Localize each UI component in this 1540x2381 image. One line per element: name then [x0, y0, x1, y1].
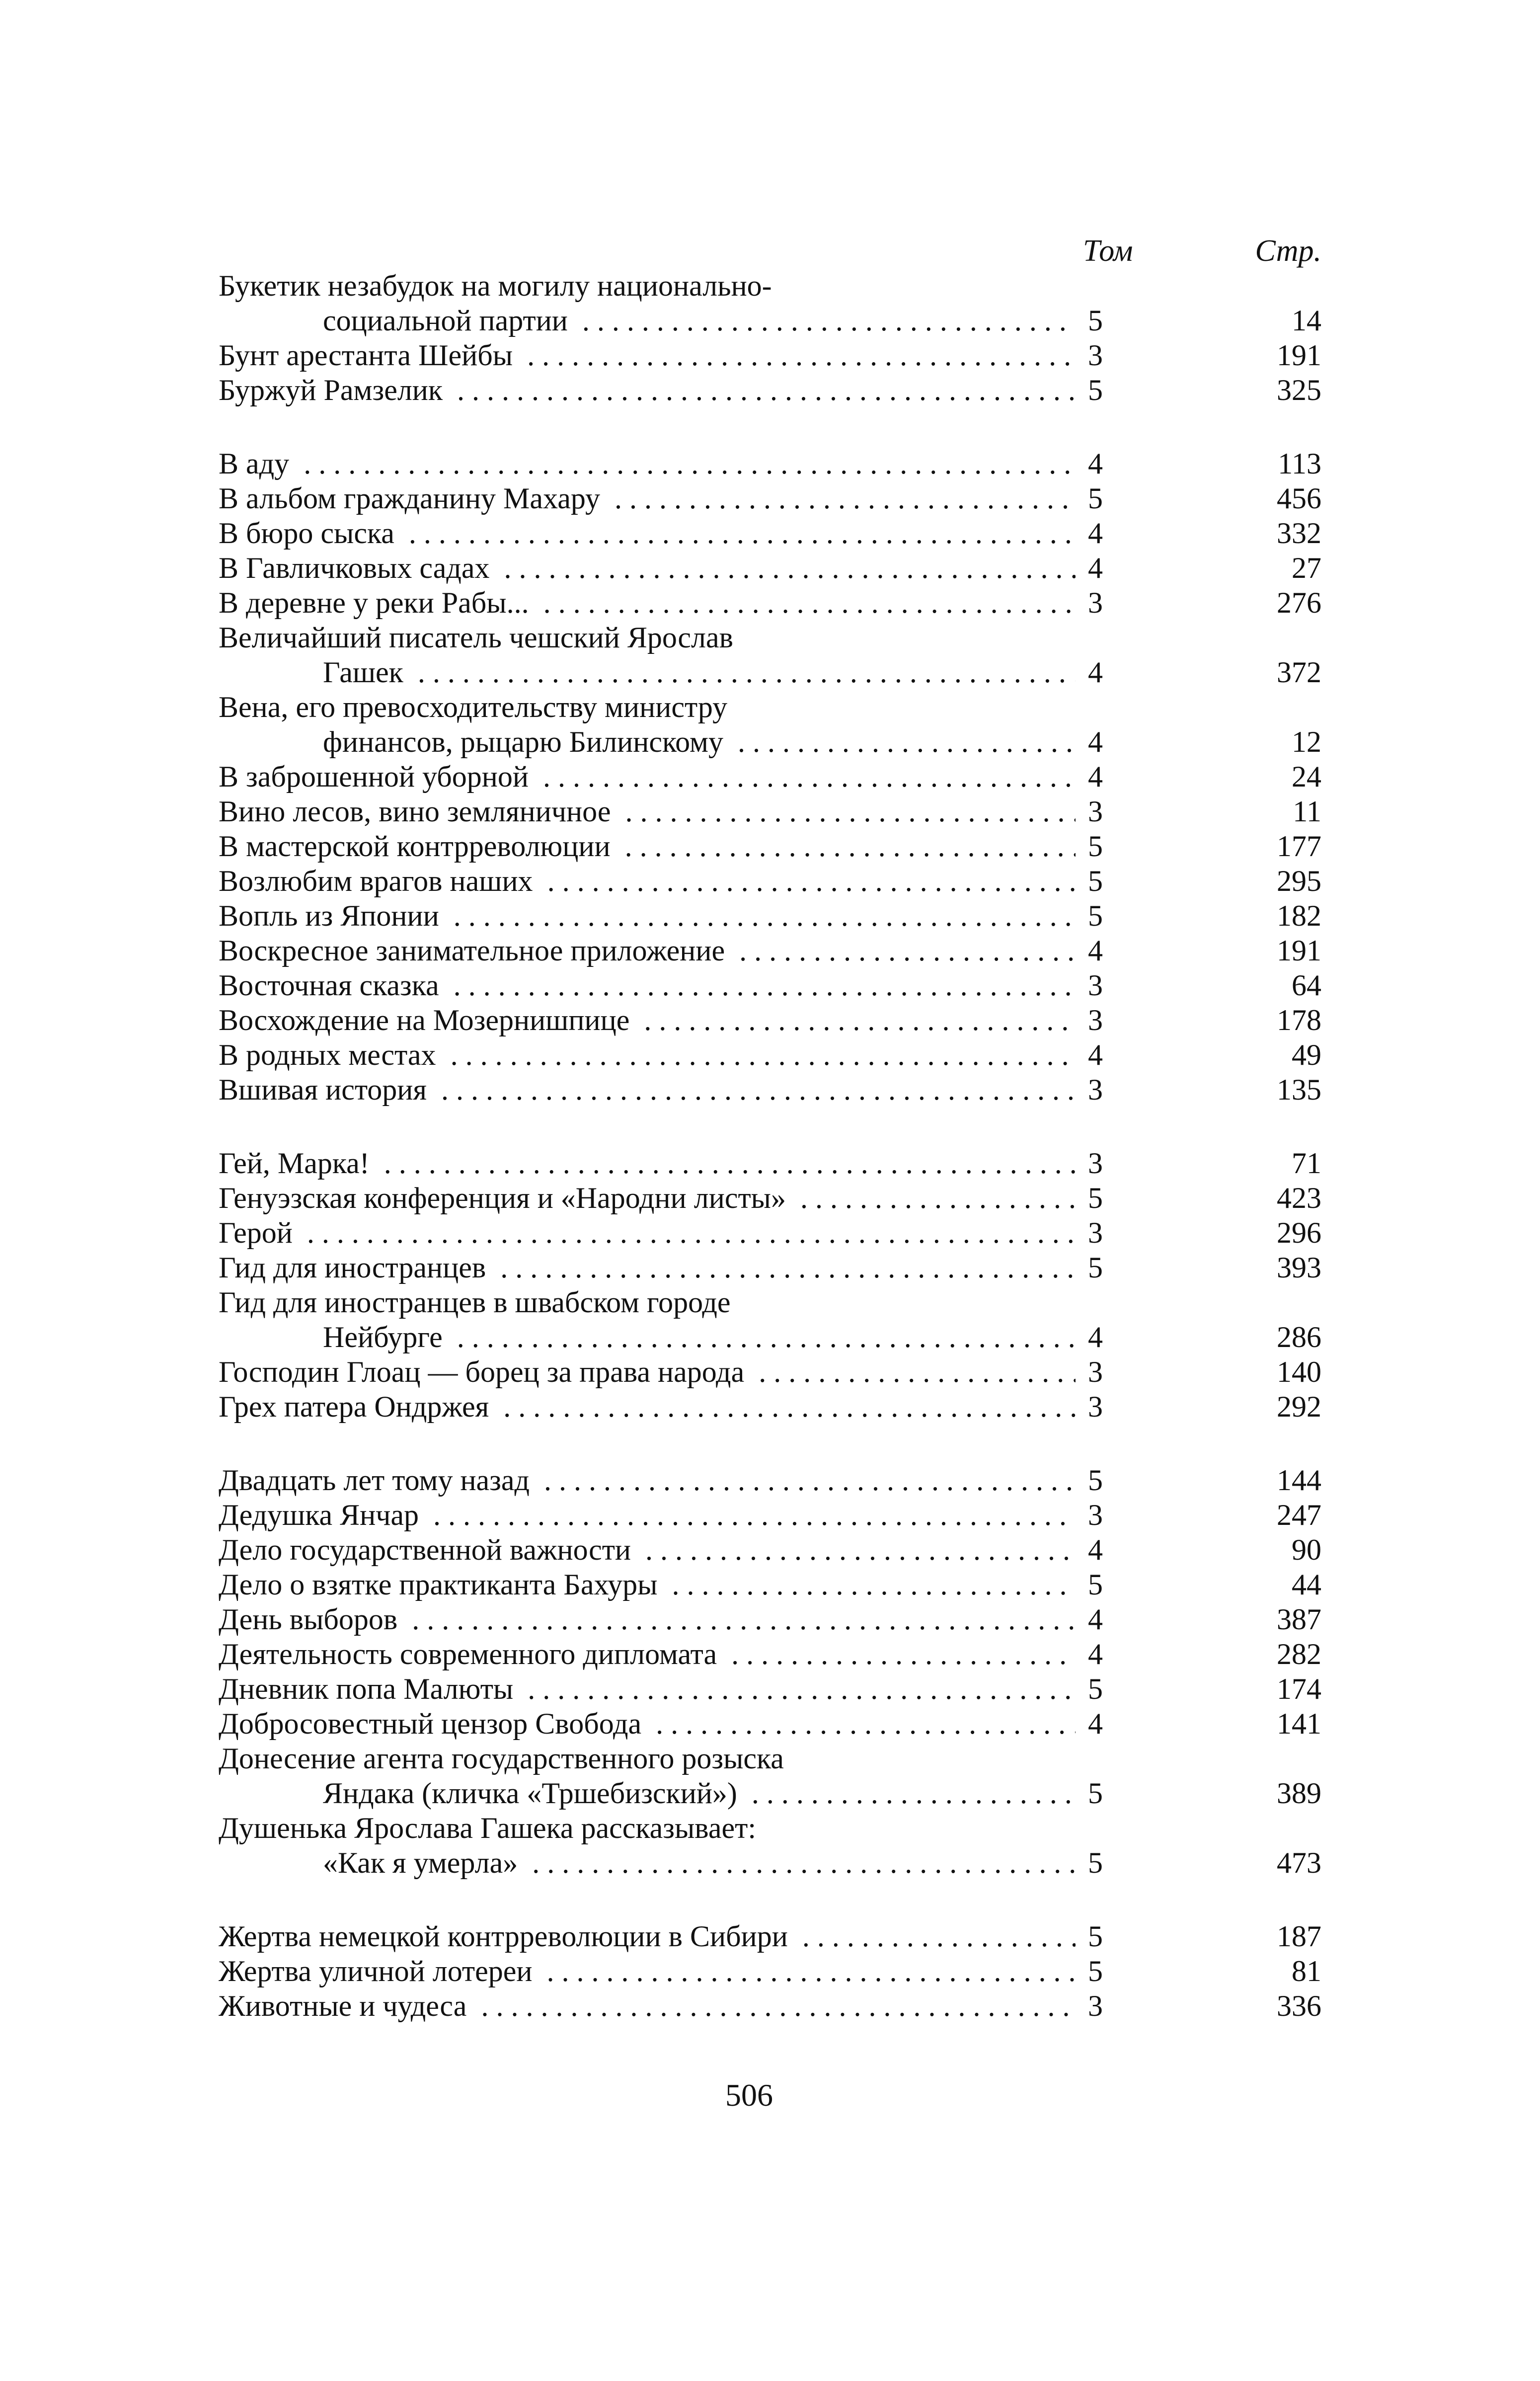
entry-title [219, 551, 1076, 585]
entry-title-text: Гид для иностранцев [219, 1251, 493, 1284]
index-group [219, 268, 1321, 407]
entry-title-text: Гид для иностранцев в швабском городе [219, 1286, 738, 1319]
entry-volume: 3 [1088, 1216, 1103, 1249]
entry-page: 44 [1292, 1568, 1321, 1601]
entry-title-text: Душенька Ярослава Гашека рассказывает: [219, 1812, 763, 1844]
entry-title-text: Вопль из Японии [219, 899, 446, 932]
index-entry [219, 1532, 1321, 1567]
entry-title [323, 655, 1076, 690]
index-entry [219, 898, 1321, 933]
entry-title-text: Герой [219, 1216, 300, 1249]
entry-title-text: Дневник попа Малюты [219, 1672, 520, 1705]
entry-volume: 5 [1088, 1251, 1103, 1284]
index-entry [219, 268, 1321, 303]
entry-volume: 3 [1088, 1355, 1103, 1388]
entry-title-text: Восточная сказка [219, 969, 446, 1002]
entry-page: 387 [1277, 1603, 1321, 1636]
entry-page: 174 [1277, 1672, 1321, 1705]
entry-title [219, 690, 1076, 724]
entry-title-text: финансов, рыцарю Билинскому [323, 725, 730, 758]
entry-page: 71 [1292, 1147, 1321, 1180]
entry-page: 11 [1293, 795, 1321, 828]
entry-volume: 5 [1088, 1672, 1103, 1705]
entry-page: 191 [1277, 934, 1321, 967]
page-number: 506 [725, 2077, 773, 2113]
index-entry [219, 620, 1321, 655]
entry-title-text: Букетик незабудок на могилу национально- [219, 269, 779, 302]
entry-volume: 3 [1088, 1989, 1103, 2022]
entry-page: 473 [1277, 1846, 1321, 1879]
index-group [219, 1919, 1321, 2023]
index-entry [219, 933, 1321, 968]
entry-volume: 5 [1088, 1568, 1103, 1601]
entry-volume: 3 [1088, 1499, 1103, 1531]
index-entry [219, 968, 1321, 1003]
entry-title-text: В аду [219, 447, 296, 480]
entry-page: 325 [1277, 374, 1321, 406]
entry-page: 191 [1277, 339, 1321, 372]
entry-page: 292 [1277, 1390, 1321, 1423]
entry-page: 282 [1277, 1638, 1321, 1670]
index-entry-continuation [219, 303, 1321, 338]
entry-page: 286 [1277, 1321, 1321, 1353]
entry-title-text: Возлюбим врагов наших [219, 865, 540, 897]
entry-title [219, 446, 1076, 481]
entry-title-text: В мастерской контрреволюции [219, 830, 617, 863]
entry-title [219, 585, 1076, 620]
entry-title [219, 338, 1076, 373]
entry-page: 276 [1277, 586, 1321, 619]
entry-title [219, 373, 1076, 407]
entry-volume: 4 [1088, 725, 1103, 758]
entry-volume: 4 [1088, 1707, 1103, 1740]
index-entry-continuation [219, 724, 1321, 759]
entry-volume: 4 [1088, 1603, 1103, 1636]
entry-title [219, 481, 1076, 516]
entry-volume: 4 [1088, 656, 1103, 689]
entry-title-text: Яндака (кличка «Тршебизский») [323, 1777, 744, 1810]
entry-volume: 5 [1088, 1920, 1103, 1953]
entry-title [323, 303, 1076, 338]
entry-title-text: Дело о взятке практиканта Бахуры [219, 1568, 664, 1601]
entry-title [219, 1037, 1076, 1072]
entry-title [219, 864, 1076, 898]
entry-volume: 5 [1088, 1182, 1103, 1214]
index-group [219, 446, 1321, 1107]
entry-title-text: Жертва немецкой контрреволюции в Сибири [219, 1920, 795, 1953]
index-entry [219, 1181, 1321, 1215]
entry-title [219, 1637, 1076, 1671]
entry-page: 182 [1277, 899, 1321, 932]
entry-volume: 3 [1088, 339, 1103, 372]
entry-volume: 4 [1088, 760, 1103, 793]
group-separator [219, 1424, 1321, 1463]
entry-title-text: Буржуй Рамзелик [219, 374, 450, 406]
entry-volume: 4 [1088, 1638, 1103, 1670]
entry-volume: 4 [1088, 1533, 1103, 1566]
entry-title [219, 1072, 1076, 1107]
entry-title [219, 1602, 1076, 1637]
entry-title [219, 1671, 1076, 1706]
entry-title [219, 516, 1076, 551]
entry-title-text: В Гавличковых садах [219, 552, 497, 584]
index-entry [219, 1919, 1321, 1954]
index-entry [219, 1602, 1321, 1637]
index-entry [219, 1811, 1321, 1845]
entry-title-text: День выборов [219, 1603, 404, 1636]
index-entry-continuation [219, 1845, 1321, 1880]
entry-page: 64 [1292, 969, 1321, 1002]
entry-title-text: Двадцать лет тому назад [219, 1464, 537, 1497]
index-entry [219, 1389, 1321, 1424]
entry-page: 372 [1277, 656, 1321, 689]
entry-page: 177 [1277, 830, 1321, 863]
entry-volume: 5 [1088, 482, 1103, 515]
entry-title [323, 1776, 1076, 1811]
entry-volume: 4 [1088, 552, 1103, 584]
entry-title-text: Животные и чудеса [219, 1989, 473, 2022]
entry-title [219, 1567, 1076, 1602]
index-entry [219, 1741, 1321, 1776]
entry-title [219, 1498, 1076, 1532]
entry-page: 336 [1277, 1989, 1321, 2022]
entry-title [219, 1988, 1076, 2023]
entry-title [219, 759, 1076, 794]
entry-title [219, 1354, 1076, 1389]
entry-title [219, 1532, 1076, 1567]
entry-volume: 5 [1088, 1846, 1103, 1879]
entry-title [219, 1389, 1076, 1424]
entry-title-text: социальной партии [323, 304, 575, 337]
entry-title [323, 1845, 1076, 1880]
entry-volume: 4 [1088, 447, 1103, 480]
index-page [219, 234, 1321, 2023]
entry-page: 24 [1292, 760, 1321, 793]
entry-title [323, 1320, 1076, 1354]
entry-page: 423 [1277, 1182, 1321, 1214]
entry-title [323, 724, 1076, 759]
entry-title-text: Вена, его превосходительству министру [219, 691, 734, 723]
entry-volume: 3 [1088, 1390, 1103, 1423]
entry-title-text: Воскресное занимательное приложение [219, 934, 732, 967]
entry-title [219, 794, 1076, 829]
entry-title [219, 268, 1076, 303]
entry-volume: 4 [1088, 1038, 1103, 1071]
entry-page: 295 [1277, 865, 1321, 897]
entry-title-text: Господин Глоац — борец за права народа [219, 1355, 751, 1388]
index-entry [219, 551, 1321, 585]
index-entry [219, 1354, 1321, 1389]
entry-title-text: В родных местах [219, 1038, 443, 1071]
entry-page: 393 [1277, 1251, 1321, 1284]
entry-title-text: Восхождение на Мозернишпице [219, 1004, 636, 1036]
entry-volume: 5 [1088, 1955, 1103, 1987]
entry-title [219, 1954, 1076, 1988]
entry-title [219, 968, 1076, 1003]
entry-title-text: «Как я умерла» [323, 1846, 525, 1879]
entry-volume: 3 [1088, 1073, 1103, 1106]
entry-page: 178 [1277, 1004, 1321, 1036]
entry-page: 140 [1277, 1355, 1321, 1388]
entry-page: 12 [1292, 725, 1321, 758]
entry-title-text: Вино лесов, вино земляничное [219, 795, 618, 828]
entry-title [219, 898, 1076, 933]
index-entry [219, 1285, 1321, 1320]
entry-title-text: Дело государственной важности [219, 1533, 638, 1566]
entry-title [219, 933, 1076, 968]
entry-title-text: В заброшенной уборной [219, 760, 536, 793]
entry-volume: 5 [1088, 374, 1103, 406]
entry-page: 135 [1277, 1073, 1321, 1106]
entry-volume: 5 [1088, 304, 1103, 337]
entry-title-text: Донесение агента государственного розыска [219, 1742, 791, 1775]
index-entry [219, 1146, 1321, 1181]
index-entry [219, 690, 1321, 724]
entry-page: 144 [1277, 1464, 1321, 1497]
entry-volume: 5 [1088, 1777, 1103, 1810]
index-entry [219, 1463, 1321, 1498]
entry-page: 296 [1277, 1216, 1321, 1249]
index-entry [219, 1988, 1321, 2023]
index-entry [219, 1954, 1321, 1988]
entry-page: 14 [1292, 304, 1321, 337]
group-separator [219, 407, 1321, 446]
entry-title-text: Деятельность современного дипломата [219, 1638, 724, 1670]
index-entry [219, 446, 1321, 481]
entry-title-text: Гей, Марка! [219, 1147, 377, 1180]
entry-title-text: В альбом гражданину Махару [219, 482, 607, 515]
index-entry [219, 794, 1321, 829]
index-entry [219, 759, 1321, 794]
entry-title-text: Дедушка Янчар [219, 1499, 426, 1531]
entry-page: 456 [1277, 482, 1321, 515]
page-column-header: Стр. [1255, 234, 1321, 268]
index-entry [219, 1003, 1321, 1037]
entry-volume: 3 [1088, 1004, 1103, 1036]
index-entry [219, 864, 1321, 898]
index-entry [219, 1637, 1321, 1671]
entry-page: 81 [1292, 1955, 1321, 1987]
entry-volume: 3 [1088, 586, 1103, 619]
entry-volume: 4 [1088, 934, 1103, 967]
entry-page: 332 [1277, 517, 1321, 550]
index-entry [219, 829, 1321, 864]
group-separator [219, 1880, 1321, 1919]
index-entry-continuation [219, 1776, 1321, 1811]
entry-page: 90 [1292, 1533, 1321, 1566]
index-list [219, 268, 1321, 2023]
entry-page: 187 [1277, 1920, 1321, 1953]
entry-title-text: Нейбурге [323, 1321, 450, 1353]
entry-title [219, 1181, 1076, 1215]
index-entry [219, 516, 1321, 551]
entry-page: 141 [1277, 1707, 1321, 1740]
entry-title [219, 1215, 1076, 1250]
entry-title [219, 620, 1076, 655]
index-entry [219, 1498, 1321, 1532]
entry-page: 49 [1292, 1038, 1321, 1071]
index-entry [219, 373, 1321, 407]
index-entry [219, 1250, 1321, 1285]
index-group [219, 1146, 1321, 1424]
entry-page: 113 [1278, 447, 1321, 480]
index-entry [219, 1215, 1321, 1250]
index-entry [219, 1671, 1321, 1706]
entry-title-text: Бунт арестанта Шейбы [219, 339, 520, 372]
entry-volume: 3 [1088, 1147, 1103, 1180]
entry-title [219, 1463, 1076, 1498]
entry-title [219, 1741, 1076, 1776]
entry-page: 389 [1277, 1777, 1321, 1810]
entry-title [219, 1146, 1076, 1181]
column-headers [219, 234, 1321, 268]
entry-volume: 5 [1088, 865, 1103, 897]
entry-title-text: В бюро сыска [219, 517, 401, 550]
index-entry [219, 481, 1321, 516]
entry-title-text: Жертва уличной лотереи [219, 1955, 539, 1987]
entry-volume: 4 [1088, 517, 1103, 550]
entry-title-text: Грех патера Ондржея [219, 1390, 496, 1423]
index-entry [219, 1037, 1321, 1072]
volume-column-header: Том [1083, 234, 1133, 268]
index-entry [219, 338, 1321, 373]
entry-volume: 5 [1088, 1464, 1103, 1497]
entry-title [219, 1706, 1076, 1741]
entry-title [219, 1250, 1076, 1285]
entry-title [219, 1811, 1076, 1845]
entry-title [219, 829, 1076, 864]
index-entry [219, 1567, 1321, 1602]
entry-title-text: В деревне у реки Рабы... [219, 586, 536, 619]
index-entry [219, 585, 1321, 620]
entry-volume: 5 [1088, 830, 1103, 863]
entry-title-text: Гашек [323, 656, 410, 689]
entry-title-text: Генуэзская конференция и «Народни листы» [219, 1182, 793, 1214]
entry-volume: 5 [1088, 899, 1103, 932]
index-group [219, 1463, 1321, 1880]
entry-title-text: Величайший писатель чешский Ярослав [219, 621, 740, 654]
entry-title [219, 1003, 1076, 1037]
entry-title [219, 1919, 1076, 1954]
index-entry-continuation [219, 1320, 1321, 1354]
index-entry [219, 1706, 1321, 1741]
index-entry [219, 1072, 1321, 1107]
entry-page: 247 [1277, 1499, 1321, 1531]
entry-title [219, 1285, 1076, 1320]
entry-title-text: Вшивая история [219, 1073, 434, 1106]
entry-volume: 3 [1088, 795, 1103, 828]
entry-volume: 4 [1088, 1321, 1103, 1353]
entry-title-text: Добросовестный цензор Свобода [219, 1707, 648, 1740]
entry-page: 27 [1292, 552, 1321, 584]
index-entry-continuation [219, 655, 1321, 690]
group-separator [219, 1107, 1321, 1146]
entry-volume: 3 [1088, 969, 1103, 1002]
